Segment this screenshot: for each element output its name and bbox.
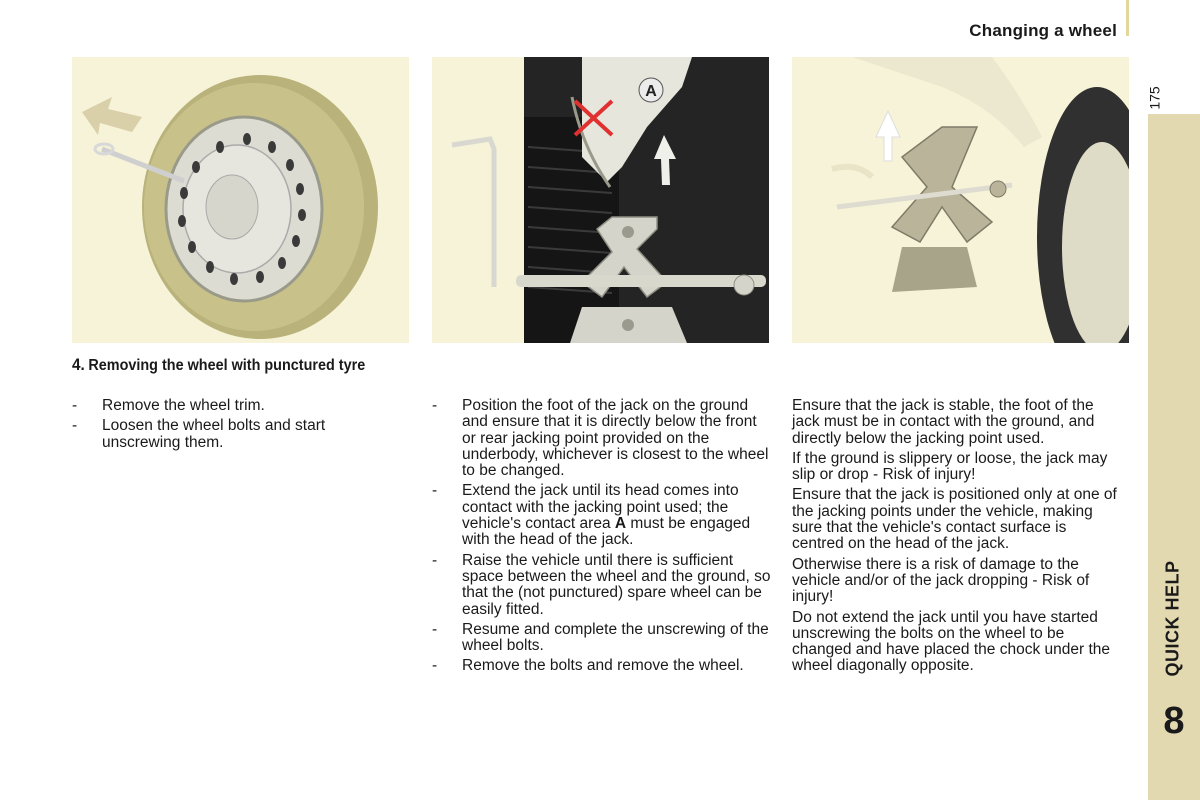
- list-item: - Remove the wheel trim.: [72, 398, 392, 414]
- page-header-title: Changing a wheel: [969, 21, 1117, 40]
- instructions-column-1: [72, 398, 392, 455]
- warning-paragraph: Do not extend the jack until you have started unscrewing the bolts on the wheel to be changed and have placed the chock under the wheel diagonally opposite.: [792, 608, 1110, 675]
- warnings-column: [792, 398, 1122, 679]
- step-number: 4.: [72, 355, 85, 374]
- list-item: - Loosen the wheel bolts and start unscrewing them.: [72, 418, 392, 451]
- page-number: 175: [1146, 86, 1163, 110]
- warning-paragraph: If the ground is slippery or loose, the jack may slip or drop - Risk of injury!: [792, 449, 1108, 484]
- list-item: - Extend the jack until its head comes into contact with the jacking point used; the vehicle's contact area A must be engaged with the head of the jack.: [432, 483, 772, 548]
- step-title: Removing the wheel with punctured tyre: [88, 357, 366, 374]
- contact-area-label: A: [614, 515, 627, 533]
- warning-paragraph: Ensure that the jack is stable, the foot of the jack must be in contact with the ground, and directly below the jacking point used.: [792, 397, 1095, 447]
- step-heading: [72, 355, 365, 375]
- warning-paragraph: Ensure that the jack is positioned only at one of the jacking points under the vehicle, making sure that the vehicle's contact surface is centred on the head of the jack.: [792, 486, 1117, 553]
- jack-under-body-icon: [432, 57, 769, 343]
- list-item: - Remove the bolts and remove the wheel.: [432, 658, 772, 674]
- jack-raising-icon: [792, 57, 1129, 343]
- list-item: - Resume and complete the unscrewing of the wheel bolts.: [432, 622, 772, 655]
- header-divider: [1126, 0, 1129, 36]
- chapter-number: 8: [1163, 700, 1185, 742]
- spare-wheel-with-wrench-icon: [72, 57, 409, 343]
- instructions-column-2: [432, 398, 772, 679]
- warning-paragraph: Otherwise there is a risk of damage to the vehicle and/or of the jack dropping - Risk of injury!: [792, 555, 1090, 606]
- figure-jack-position: [432, 57, 769, 343]
- figure-spare-wheel: [72, 57, 409, 343]
- list-item: - Raise the vehicle until there is sufficient space between the wheel and the ground, so that the (not punctured) spare wheel can be easily fitted.: [432, 553, 772, 618]
- figure-jack-raising: [792, 57, 1129, 343]
- chapter-label: QUICK HELP: [1162, 560, 1183, 677]
- list-item: - Position the foot of the jack on the ground and ensure that it is directly below the front or rear jacking point provided on the underbody, whichever is closest to the wheel to be changed.: [432, 398, 772, 479]
- svg-text:A: A: [645, 83, 657, 100]
